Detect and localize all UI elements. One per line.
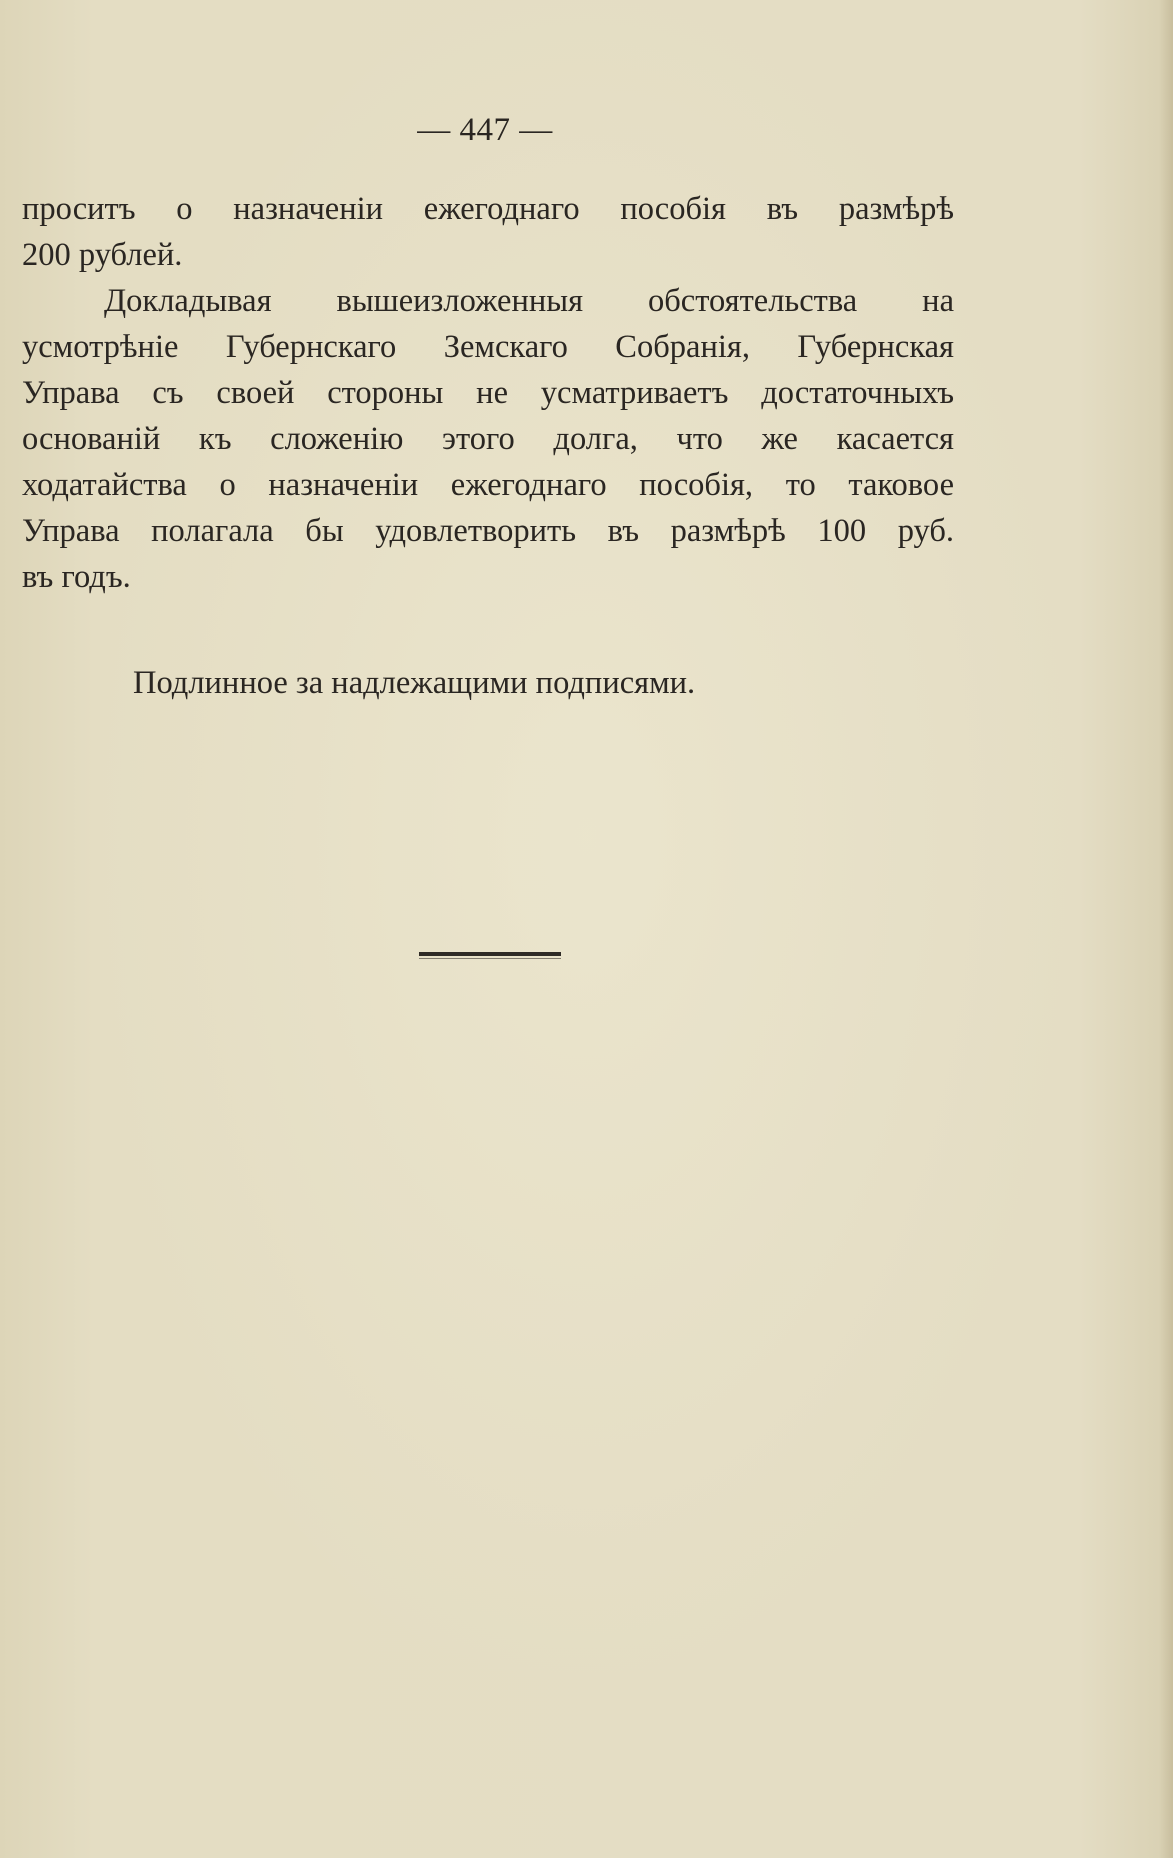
paragraph-2-line: въ годъ. [22, 559, 131, 595]
paragraph-1 [22, 186, 954, 278]
page-number: — 447 — [417, 112, 553, 148]
paragraph-2 [22, 278, 954, 600]
page-edge-shadow [1159, 0, 1173, 1858]
paragraph-1-line: 200 рублей. [22, 237, 183, 273]
paragraph-2-line: Докладывая вышеизложенныя обстоятельства на [104, 283, 954, 319]
paragraph-2-line: Управа съ своей стороны не усматриваетъ достаточныхъ [22, 375, 954, 411]
signature-note: Подлинное за надлежащими подписями. [133, 665, 696, 701]
section-divider-rule [419, 952, 561, 956]
paragraph-2-line: ходатайства о назначенiи ежегоднаго пособiя, то таковое [22, 467, 954, 503]
paragraph-1-line: проситъ о назначенiи ежегоднаго пособiя въ размѣрѣ [22, 191, 954, 227]
paragraph-2-line: усмотрѣнiе Губернскаго Земскаго Собранiя, Губернская [22, 329, 954, 365]
paragraph-2-line: основанiй къ сложенiю этого долга, что же касается [22, 421, 954, 457]
paragraph-2-line: Управа полагала бы удовлетворить въ размѣрѣ 100 руб. [22, 513, 954, 549]
